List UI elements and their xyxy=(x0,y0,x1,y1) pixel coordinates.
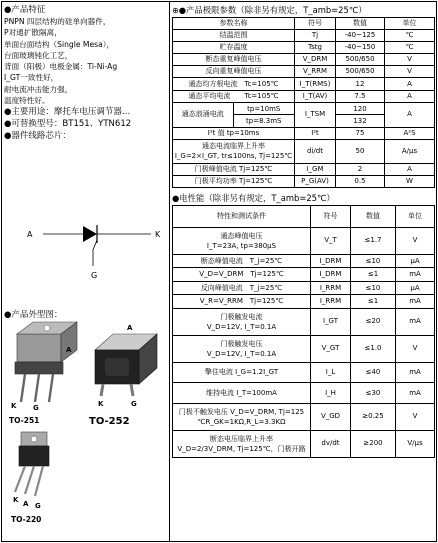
replace-line: ●可替换型号：BT151、YTN612 xyxy=(4,119,132,130)
limits-title: ⊕●产品极限参数（除非另有规定，T_amb=25℃） xyxy=(172,5,367,15)
table-row: 结温范围 Tj -40~125 ℃ xyxy=(173,30,435,42)
to251-label: TO-251 xyxy=(9,416,40,425)
table-row: 门极触发电压 V_D=12V, I_T=0.1A V_GT ≤1.0 V xyxy=(173,335,435,362)
to251-pin-g: G xyxy=(33,404,39,412)
table-header-row xyxy=(173,18,435,30)
column-divider xyxy=(169,1,170,542)
pin-g-label: G xyxy=(91,271,98,280)
to220-pin-k: K xyxy=(13,496,19,504)
elec-title: ●电性能（除非另有规定，T_amb=25℃） xyxy=(172,192,335,203)
left-column xyxy=(4,4,167,142)
table-row: 门极触发电流 V_D=12V, I_T=0.1A I_GT ≤20 mA xyxy=(173,308,435,335)
feature-line: P对通扩散隔离， xyxy=(4,28,62,38)
col-unit: 单位 xyxy=(385,18,435,30)
features-title: ●产品特征 xyxy=(4,5,46,15)
table-row: 贮存温度 Tstg -40~150 ℃ xyxy=(173,42,435,54)
table-row: 通态电流临界上升率 I_G=2×I_GT, tr≤100ns, Tj=125℃ di/dt 50 A/μs xyxy=(173,139,435,163)
to251-package-icon xyxy=(15,322,77,402)
table-row: 门极峰值电流 Tj=125℃ I_GM 2 A xyxy=(173,163,435,175)
feature-line: I_GT一致性好， xyxy=(4,73,59,83)
feature-line: 温度特性好。 xyxy=(4,96,50,106)
col-value: 数值 xyxy=(336,18,385,30)
table-row: 反向峰值电流 T_j=25℃ V_R=V_RRM Tj=125℃ I_RRM I_RRM ≤10 ≤1 μA mA xyxy=(173,281,435,308)
pin-k-label: K xyxy=(155,230,161,239)
table-row: 断态电压临界上升率 V_D=2/3V_DRM, Tj=125℃，门极开路 dv/dt ≥200 V/μs xyxy=(173,430,435,457)
table-row: 通态均方根电流 Tc=105℃ I_T(RMS) 12 A xyxy=(173,78,435,90)
anchor-icon: ⊕ xyxy=(172,6,179,15)
table-row: I²t 值 tp=10ms I²t 75 A²S xyxy=(173,127,435,139)
to220-pin-a: A xyxy=(23,500,29,508)
right-column xyxy=(172,4,434,458)
to252-label: TO-252 xyxy=(89,416,130,427)
to251-pin-k: K xyxy=(11,402,17,410)
feature-line: 背面（阳极）电极金属：Ti-Ni-Ag xyxy=(4,62,118,72)
application-line: ●主要用途：摩托车电压调节器… xyxy=(4,107,131,118)
feature-line: 单面台面结构（Single Mesa）， xyxy=(4,39,115,49)
feature-line: 台面玻璃钝化工艺， xyxy=(4,50,73,60)
pin-a-label: A xyxy=(27,230,33,239)
diode-triangle-icon xyxy=(83,226,97,242)
gate-lead xyxy=(93,240,97,266)
to220-package-icon xyxy=(15,432,49,496)
to220-label: TO-220 xyxy=(11,515,42,524)
table-row: 维持电流 I_T=100mA I_H ≤30 mA xyxy=(173,383,435,403)
col-symbol: 符号 xyxy=(295,18,336,30)
table-row: 反向重复峰值电压 V_RRM 500/650 V xyxy=(173,66,435,78)
package-drawings xyxy=(3,320,167,535)
table-row: 通态峰值电压 I_T=23A, tp=380μS V_T ≤1.7 V xyxy=(173,227,435,254)
to220-pin-g: G xyxy=(35,502,41,510)
to252-package-icon xyxy=(95,334,157,396)
table-header-row: 特性和测试条件 符号 数值 单位 xyxy=(173,205,435,227)
col-param: 参数名称 xyxy=(173,18,295,30)
table-row: 门极不触发电压 V_D=V_DRM, Tj=125 ℃R_GK=1KΩ,R_L=3.3KΩ V_GD ≥0.25 V xyxy=(173,403,435,430)
table-row: 擎住电流 I_G=1.2I_GT I_L ≤40 mA xyxy=(173,362,435,382)
table-row: 断态峰值电流 T_j=25℃ V_D=V_DRM Tj=125℃ I_DRM I_DRM ≤10 ≤1 μA mA xyxy=(173,254,435,281)
to252-pin-g: G xyxy=(131,400,137,408)
to252-pin-a: A xyxy=(127,324,133,332)
table-row: 断态重复峰值电压 V_DRM 500/650 V xyxy=(173,54,435,66)
feature-line: PNPN 四层结构的硅单向器件， xyxy=(4,17,111,26)
to252-pin-k: K xyxy=(98,400,104,408)
to251-pin-a: A xyxy=(66,346,72,354)
table-row: 通态浪涌电流 tp=10mS tp=8.3mS I_TSM 120 132 A xyxy=(173,102,435,127)
scr-symbol-diagram xyxy=(3,220,167,290)
table-row: 通态平均电流 Tc=105℃ I_T(AV) 7.5 A xyxy=(173,90,435,102)
package-title: ●产品外型图： xyxy=(4,310,63,320)
limits-table xyxy=(172,17,435,188)
elec-table xyxy=(172,205,435,458)
circuit-title: ●器件线路芯片： xyxy=(4,131,71,142)
table-row: 门极平均功率 Tj=125℃ P_G(AV) 0.5 W xyxy=(173,175,435,187)
feature-line: 耐电流冲击能力强， xyxy=(4,84,73,94)
